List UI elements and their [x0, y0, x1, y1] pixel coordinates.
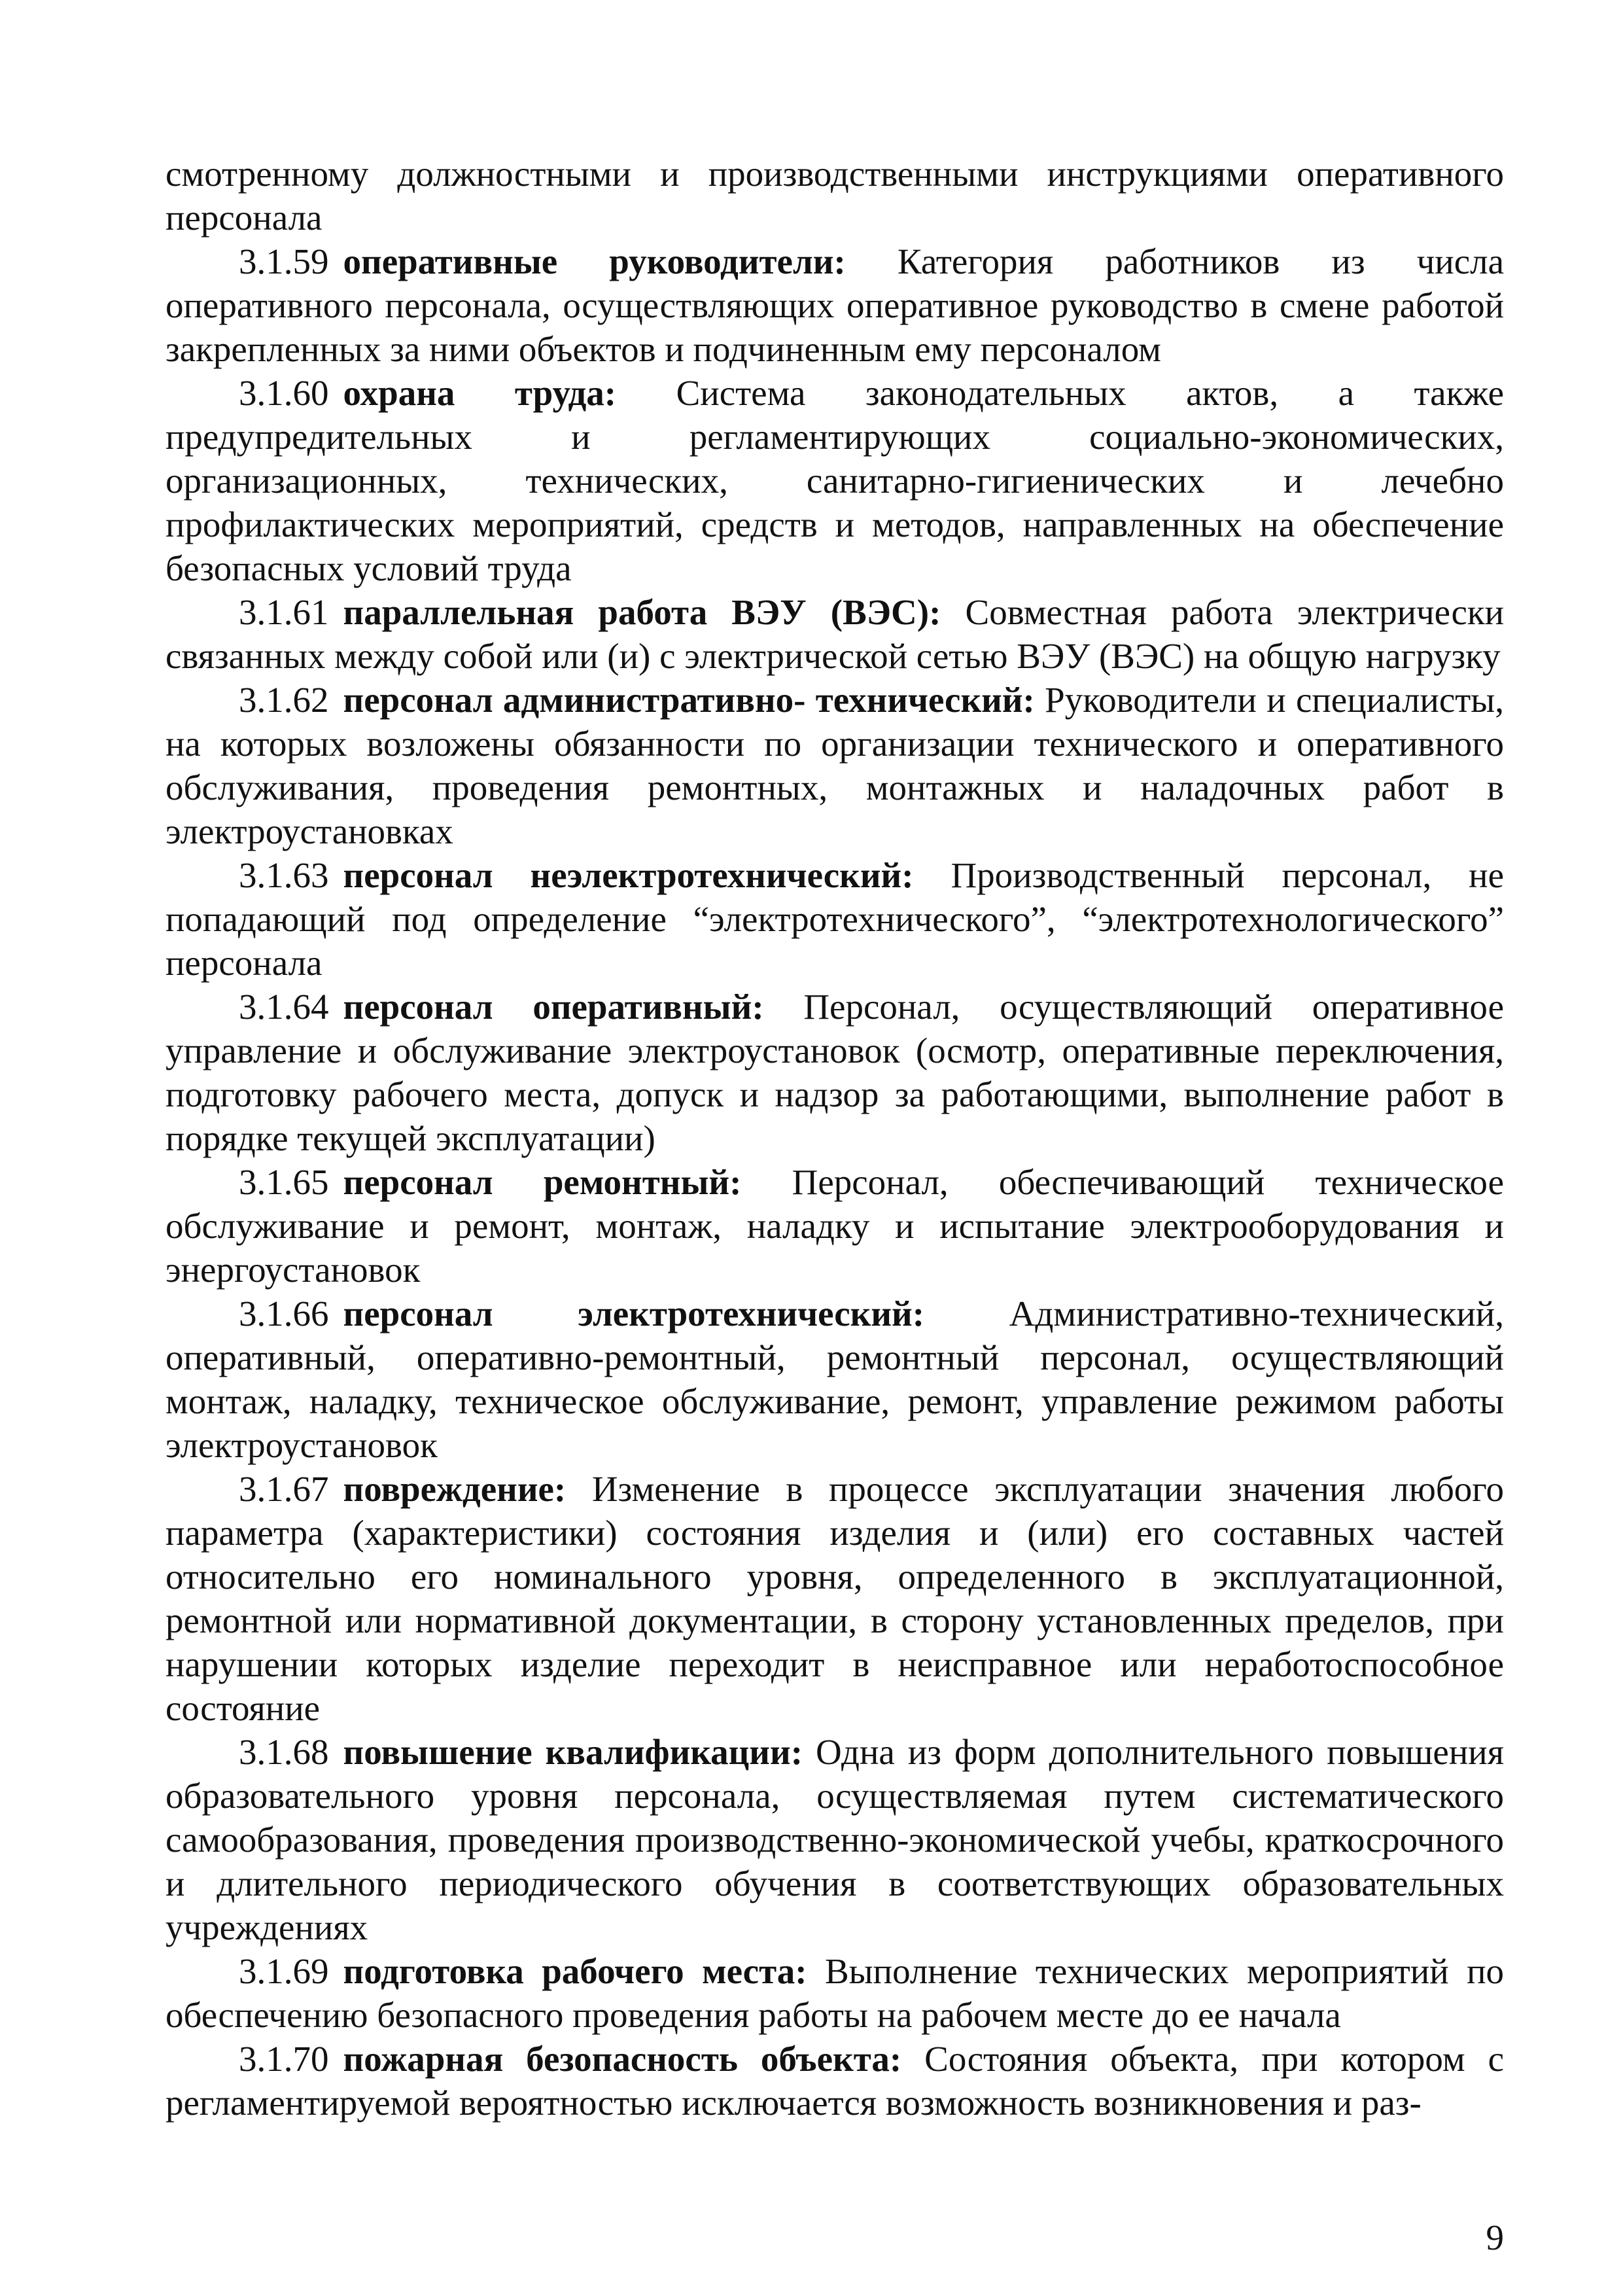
entry-number: 3.1.70 — [239, 2039, 329, 2079]
entry-term: персонал административно- технический: — [343, 680, 1035, 720]
entry-number: 3.1.61 — [239, 592, 329, 632]
entry-definition: Состояния объекта, при котором с регламентируемой вероятностью исключается возможность возникновения и раз- — [166, 2039, 1505, 2123]
entry-definition: Персонал, обеспечивающий техническое обслуживание и ремонт, монтаж, наладку и испытание электрооборудования и энергоустановок — [166, 1162, 1504, 1290]
entry-definition: Система законодательных актов, а также предупредительных и регламентирующих социально-экономических, организационных, технических, санитарно-гигиенических и лечебно профилактических мероприятий, средств и методов, направленных на обеспечение безопасных условий труда — [166, 373, 1504, 588]
entry-number: 3.1.65 — [239, 1162, 329, 1202]
definition-entry — [166, 590, 1504, 678]
entry-number: 3.1.67 — [239, 1469, 329, 1509]
entry-term: подготовка рабочего места: — [343, 1951, 807, 1991]
entry-term: оперативные руководители: — [343, 241, 846, 281]
definition-entry — [166, 853, 1504, 985]
entry-number: 3.1.66 — [239, 1294, 329, 1333]
definitions-list — [166, 239, 1504, 2125]
entry-term: охрана труда: — [343, 373, 617, 413]
definition-entry — [166, 1730, 1504, 1949]
entry-number: 3.1.62 — [239, 680, 329, 720]
definition-entry — [166, 371, 1504, 590]
entry-term: повреждение: — [343, 1469, 567, 1509]
entry-definition: Персонал, осуществляющий оперативное управление и обслуживание электроустановок (осмотр, оперативные переключения, подготовку рабочего места, допуск и надзор за работающими, выполнение работ в порядке текущей эксплуатации) — [166, 987, 1504, 1158]
definition-entry — [166, 1292, 1504, 1467]
definition-entry — [166, 985, 1504, 1160]
entry-definition: Административно-технический, оперативный, оперативно-ремонтный, ремонтный персонал, осуществляющий монтаж, наладку, техническое обслуживание, ремонт, управление режимом работы электроустановок — [166, 1294, 1504, 1465]
entry-term: персонал неэлектротехнический: — [343, 855, 914, 895]
definition-entry — [166, 2037, 1504, 2125]
entry-definition: Совместная работа электрически связанных между собой или (и) с электрической сетью ВЭУ (ВЭС) на общую нагрузку — [166, 592, 1505, 676]
entry-term: персонал ремонтный: — [343, 1162, 742, 1202]
definition-entry — [166, 239, 1504, 371]
definition-entry — [166, 1949, 1504, 2037]
entry-definition: Изменение в процессе эксплуатации значения любого параметра (характеристики) состояния изделия и (или) его составных частей относительно его номинального уровня, определенного в эксплуатационной, ремонтной или нормативной документации, в сторону установленных пределов, при нарушении которых изделие переходит в неисправное или неработоспособное состояние — [166, 1469, 1504, 1728]
document-body — [166, 152, 1504, 2125]
entry-term: персонал электротехнический: — [343, 1294, 925, 1333]
intro-paragraph: смотренному должностными и производственными инструкциями оперативного персонала — [166, 154, 1504, 238]
entry-definition: Руководители и специалисты, на которых возложены обязанности по организации технического и оперативного обслуживания, проведения ремонтных, монтажных и наладочных работ в электроустановках — [166, 680, 1504, 851]
page-number: 9 — [1486, 2217, 1504, 2257]
entry-number: 3.1.68 — [239, 1732, 329, 1772]
entry-number: 3.1.60 — [239, 373, 329, 413]
entry-number: 3.1.69 — [239, 1951, 329, 1991]
entry-definition: Категория работников из числа оперативного персонала, осуществляющих оперативное руководство в смене работой закрепленных за ними объектов и подчиненным ему персоналом — [166, 241, 1504, 369]
entry-number: 3.1.63 — [239, 855, 329, 895]
entry-number: 3.1.59 — [239, 241, 329, 281]
definition-entry — [166, 1160, 1504, 1292]
entry-term: повышение квалификации: — [343, 1732, 803, 1772]
entry-term: пожарная безопасность объекта: — [343, 2039, 902, 2079]
entry-number: 3.1.64 — [239, 987, 329, 1027]
definition-entry — [166, 678, 1504, 853]
entry-definition: Выполнение технических мероприятий по обеспечению безопасного проведения работы на рабочем месте до ее начала — [166, 1951, 1504, 2035]
entry-definition: Одна из форм дополнительного повышения образовательного уровня персонала, осуществляемая путем систематического самообразования, проведения производственно-экономической учебы, краткосрочного и длительного периодического обучения в соответствующих образовательных учреждениях — [166, 1732, 1504, 1947]
entry-term: параллельная работа ВЭУ (ВЭС): — [343, 592, 941, 632]
entry-term: персонал оперативный: — [343, 987, 764, 1027]
definition-entry — [166, 1467, 1504, 1730]
entry-definition: Производственный персонал, не попадающий под определение “электротехнического”, “электротехнологического” персонала — [166, 855, 1504, 983]
